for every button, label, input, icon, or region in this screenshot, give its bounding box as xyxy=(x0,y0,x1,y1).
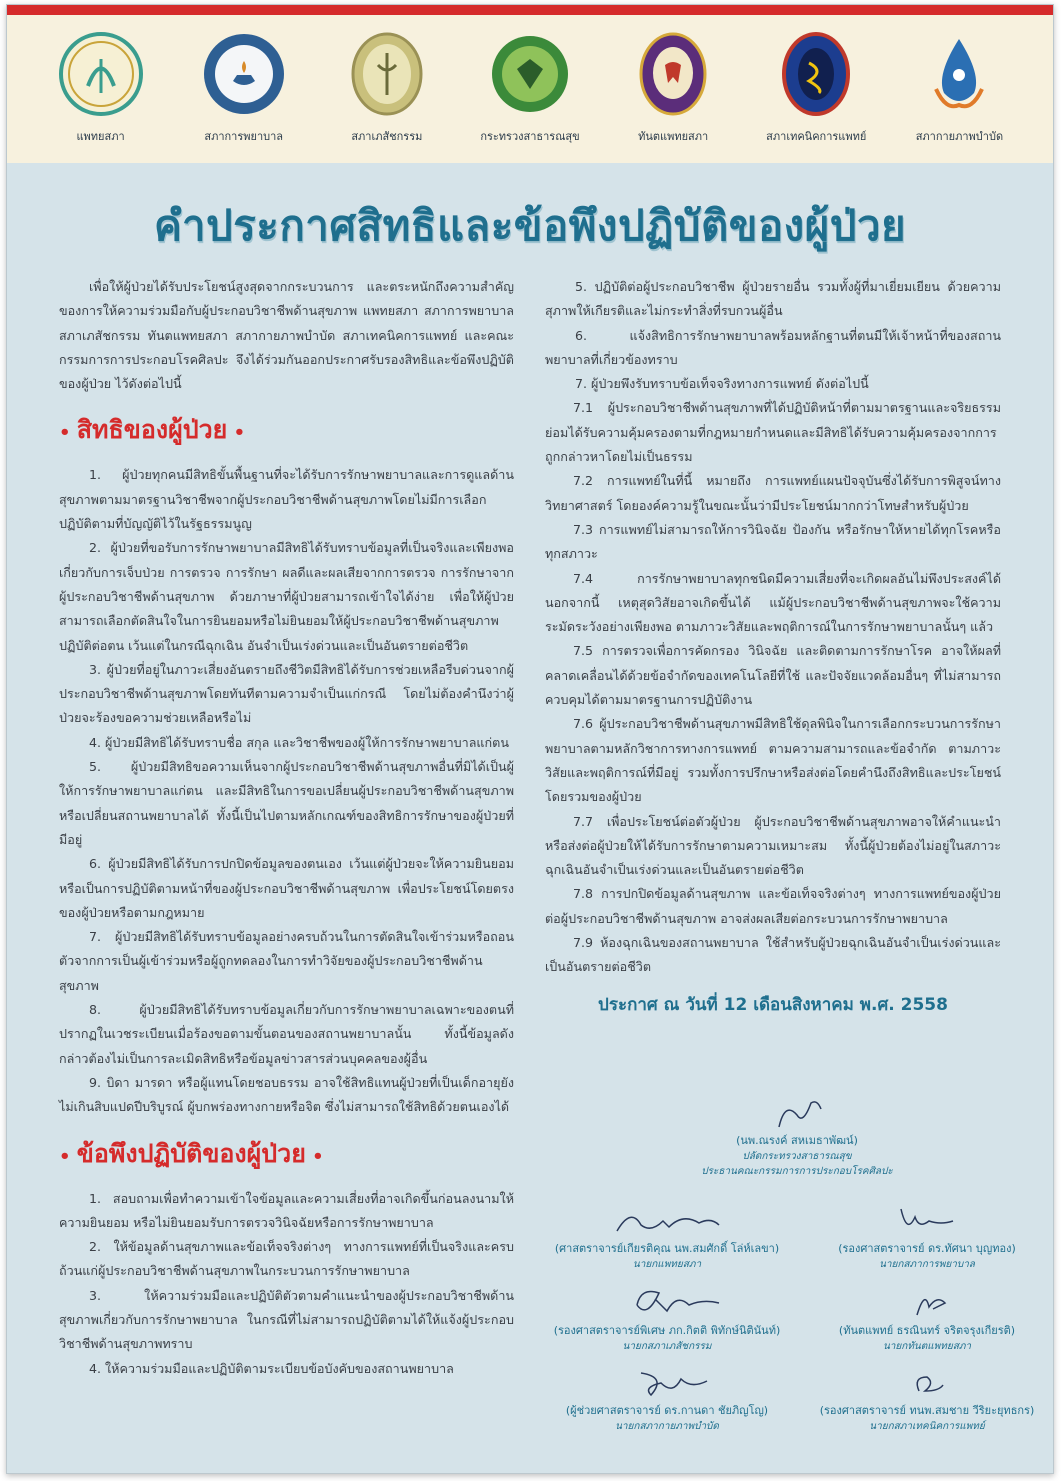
handwritten-signature-icon xyxy=(867,1203,987,1241)
medical-council-logo-icon xyxy=(58,31,144,117)
signatory-name: (ทันตแพทย์ ธรณินทร์ จริตจรุงเกียรติ) xyxy=(838,1324,1016,1337)
logo-physical-therapy-council xyxy=(894,15,1024,145)
duty-item: 7. ผู้ป่วยพึงรับทราบข้อเท็จจริงทางการแพทย์ ดังต่อไปนี้ xyxy=(575,376,869,392)
handwritten-signature-icon xyxy=(867,1365,987,1403)
handwritten-signature-icon xyxy=(737,1095,857,1133)
fact-item: 7.9 ห้องฉุกเฉินของสถานพยาบาล ใช้สำหรับผู้ป่วยฉุกเฉินอันจำเป็นเร่งด่วนและเป็นอันตรายต่อชีวิต xyxy=(545,935,1001,975)
duty-item: 1. สอบถามเพื่อทำความเข้าใจข้อมูลและความเสี่ยงที่อาจเกิดขึ้นก่อนลงนามให้ความยินยอม หรือไม่ยินยอมรับการตรวจวินิจฉัยหรือการรักษาพยาบาล xyxy=(59,1190,514,1230)
signatory-role: นายกทันตแพทยสภา xyxy=(882,1341,972,1352)
signatory-name: (รองศาสตราจารย์พิเศษ ภก.กิตติ พิทักษ์นิตินันท์) xyxy=(553,1324,781,1337)
handwritten-signature-icon xyxy=(607,1365,727,1403)
signatory-name: (รองศาสตราจารย์ ทนพ.สมชาย วีริยะยุทธกร) xyxy=(819,1404,1035,1417)
logo-label: สภาเทคนิคการแพทย์ xyxy=(766,130,867,143)
signature-block xyxy=(797,1203,1054,1272)
poster xyxy=(6,4,1054,1474)
logo-label: กระทรวงสาธารณสุข xyxy=(480,130,580,143)
handwritten-signature-icon xyxy=(607,1285,727,1323)
handwritten-signature-icon xyxy=(867,1285,987,1323)
signatory-role: ประธานคณะกรรมการการประกอบโรคศิลปะ xyxy=(701,1166,893,1177)
duty-item: 3. ให้ความร่วมมือและปฏิบัติตัวตามคำแนะนำของผู้ประกอบวิชาชีพด้านสุขภาพเกี่ยวกับการรักษาพยาบาล ในกรณีที่ไม่สามารถปฏิบัติตามได้ให้แจ้งผู้ประกอบวิชาชีพด้านสุขภาพทราบ xyxy=(59,1287,514,1352)
logo-dental-council xyxy=(608,15,738,145)
fact-item: 7.6 ผู้ประกอบวิชาชีพด้านสุขภาพมีสิทธิใช้ดุลพินิจในการเลือกกระบวนการรักษาพยาบาลตามหลักวิชาการทางการแพทย์ ตามความสามารถและข้อจำกัด ตามภาวะวิสัยและพฤติการณ์ที่มีอยู่ รวมทั้งการปรึกษาหรือส่งต่อโดยคำนึงถึงสิทธิและประโยชน์โดยรวมของผู้ป่วย xyxy=(545,716,1001,805)
signature-block-chair xyxy=(667,1095,927,1179)
right-item: 2. ผู้ป่วยที่ขอรับการรักษาพยาบาลมีสิทธิได้รับทราบข้อมูลที่เป็นจริงและเพียงพอเกี่ยวกับการเจ็บป่วย การตรวจ การรักษา ผลดีและผลเสียจากการตรวจ การรักษาจากผู้ประกอบวิชาชีพด้านสุขภาพ ด้วยภาษาที่ผู้ป่วยสามารถเข้าใจได้ง่าย เพื่อให้ผู้ป่วยสามารถเลือกตัดสินใจในการยินยอมหรือไม่ยินยอมให้ผู้ประกอบวิชาชีพด้านสุขภาพปฏิบัติต่อตน เว้นแต่ในกรณีฉุกเฉิน อันจำเป็นเร่งด่วนและเป็นอันตรายต่อชีวิต xyxy=(59,540,514,653)
nursing-council-logo-icon xyxy=(201,31,287,117)
fact-item: 7.3 การแพทย์ไม่สามารถให้การวินิจฉัย ป้องกัน หรือรักษาให้หายได้ทุกโรคหรือทุกสภาวะ xyxy=(545,521,1001,562)
signature-block xyxy=(797,1285,1054,1354)
signatory-role: นายกสภากายภาพบำบัด xyxy=(615,1421,719,1432)
signatory-role: นายกสภาการพยาบาล xyxy=(879,1259,975,1270)
logo-pharmacy-council xyxy=(322,15,452,145)
signatory-name: (นพ.ณรงค์ สหเมธาพัฒน์) xyxy=(736,1134,858,1147)
signature-block xyxy=(537,1365,797,1434)
logo-nursing-council xyxy=(179,15,309,145)
rights-heading-text: สิทธิของผู้ป่วย xyxy=(76,415,228,445)
right-item: 4. ผู้ป่วยมีสิทธิได้รับทราบชื่อ สกุล และวิชาชีพของผู้ให้การรักษาพยาบาลแก่ตน xyxy=(89,734,509,750)
duties-heading-text: ข้อพึงปฏิบัติของผู้ป่วย xyxy=(76,1138,306,1168)
right-item: 6. ผู้ป่วยมีสิทธิได้รับการปกปิดข้อมูลของตนเอง เว้นแต่ผู้ป่วยจะให้ความยินยอมหรือเป็นการปฏิบัติตามหน้าที่ของผู้ประกอบวิชาชีพด้านสุขภาพ เพื่อประโยชน์โดยตรงของผู้ป่วยหรือตามกฎหมาย xyxy=(59,856,514,920)
logo-label: ทันตแพทยสภา xyxy=(638,130,709,143)
fact-item: 7.5 การตรวจเพื่อการคัดกรอง วินิจฉัย และติดตามการรักษาโรค อาจให้ผลที่คลาดเคลื่อนได้ด้วยข้อจำกัดของเทคโนโลยีที่ใช้ และปัจจัยแวดล้อมอื่นๆ ที่ไม่สามารถควบคุมได้ตามมาตรฐานการปฏิบัติงาน xyxy=(545,643,1001,708)
ministry-of-health-logo-icon xyxy=(487,31,573,117)
signatory-name: (ศาสตราจารย์เกียรติคุณ นพ.สมศักดิ์ โล่ห์เลขา) xyxy=(554,1242,780,1255)
right-item: 9. บิดา มารดา หรือผู้แทนโดยชอบธรรม อาจใช้สิทธิแทนผู้ป่วยที่เป็นเด็กอายุยังไม่เกินสิบแปดปีบริบูรณ์ ผู้บกพร่องทางกายหรือจิต ซึ่งไม่สามารถใช้สิทธิด้วยตนเองได้ xyxy=(59,1074,514,1115)
handwritten-signature-icon xyxy=(607,1203,727,1241)
right-item: 5. ผู้ป่วยมีสิทธิขอความเห็นจากผู้ประกอบวิชาชีพด้านสุขภาพอื่นที่มิได้เป็นผู้ให้การรักษาพยาบาลแก่ตน และมีสิทธิในการขอเปลี่ยนผู้ประกอบวิชาชีพด้านสุขภาพหรือเปลี่ยนสถานพยาบาลได้ ทั้งนี้เป็นไปตามหลักเกณฑ์ของสิทธิการรักษาของผู้ป่วยที่มีอยู่ xyxy=(59,759,514,847)
signature-block xyxy=(797,1365,1054,1434)
logo-label: สภาเภสัชกรรม xyxy=(351,130,423,143)
signatory-role: นายกแพทยสภา xyxy=(632,1259,702,1270)
right-column xyxy=(545,275,1001,1018)
logo-ministry-of-health xyxy=(465,15,595,145)
signature-block xyxy=(537,1285,797,1354)
signatory-name: (รองศาสตราจารย์ ดร.ทัศนา บุญทอง) xyxy=(838,1242,1016,1255)
intro-paragraph: เพื่อให้ผู้ป่วยได้รับประโยชน์สูงสุดจากกระบวนการ และตระหนักถึงความสำคัญของการให้ความร่วมมือกับผู้ประกอบวิชาชีพด้านสุขภาพ แพทยสภา สภาการพยาบาล สภาเภสัชกรรม ทันตแพทยสภา สภากายภาพบำบัด สภาเทคนิคการแพทย์ และคณะกรรมการการประกอบโรคศิลปะ จึงได้ร่วมกันออกประกาศรับรองสิทธิและข้อพึงปฏิบัติของผู้ป่วย ไว้ดังต่อไปนี้ xyxy=(59,279,514,392)
logo-band xyxy=(7,15,1053,163)
right-item: 3. ผู้ป่วยที่อยู่ในภาวะเสี่ยงอันตรายถึงชีวิตมีสิทธิได้รับการช่วยเหลือรีบด่วนจากผู้ประกอบวิชาชีพด้านสุขภาพโดยทันทีตามความจำเป็นแก่กรณี โดยไม่ต้องคำนึงว่าผู้ป่วยจะร้องขอความช่วยเหลือหรือไม่ xyxy=(59,661,514,726)
duty-item: 6. แจ้งสิทธิการรักษาพยาบาลพร้อมหลักฐานที่ตนมีให้เจ้าหน้าที่ของสถานพยาบาลที่เกี่ยวข้องทราบ xyxy=(545,327,1001,367)
left-column xyxy=(59,275,514,1381)
signatory-name: (ผู้ช่วยศาสตราจารย์ ดร.กานดา ชัยภิญโญ) xyxy=(565,1404,769,1417)
fact-item: 7.8 การปกปิดข้อมูลด้านสุขภาพ และข้อเท็จจริงต่างๆ ทางการแพทย์ของผู้ป่วยต่อผู้ประกอบวิชาชีพด้านสุขภาพ อาจส่งผลเสียต่อกระบวนการรักษาพยาบาล xyxy=(545,886,1001,926)
fact-item: 7.1 ผู้ประกอบวิชาชีพด้านสุขภาพที่ได้ปฏิบัติหน้าที่ตามมาตรฐานและจริยธรรม ย่อมได้รับความคุ้มครองตามที่กฎหมายกำหนดและมีสิทธิได้รับความคุ้มครองจากการถูกกล่าวหาโดยไม่เป็นธรรม xyxy=(545,400,1001,465)
logo-medical-technology-council xyxy=(751,15,881,145)
duty-item: 5. ปฏิบัติต่อผู้ประกอบวิชาชีพ ผู้ป่วยรายอื่น รวมทั้งผู้ที่มาเยี่ยมเยียน ด้วยความสุภาพให้เกียรติและไม่กระทำสิ่งที่รบกวนผู้อื่น xyxy=(545,279,1001,319)
duty-item: 2. ให้ข้อมูลด้านสุขภาพและข้อเท็จจริงต่างๆ ทางการแพทย์ที่เป็นจริงและครบถ้วนแก่ผู้ประกอบวิชาชีพด้านสุขภาพในกระบวนการรักษาพยาบาล xyxy=(59,1239,514,1279)
signatory-role: ปลัดกระทรวงสาธารณสุข xyxy=(742,1151,852,1162)
rights-heading: • สิทธิของผู้ป่วย • xyxy=(59,415,246,445)
medical-technology-council-logo-icon xyxy=(773,31,859,117)
logo-medical-council xyxy=(36,15,166,145)
right-item: 8. ผู้ป่วยมีสิทธิได้รับทราบข้อมูลเกี่ยวกับการรักษาพยาบาลเฉพาะของตนที่ปรากฏในเวชระเบียนเมื่อร้องขอตามขั้นตอนของสถานพยาบาลนั้น ทั้งนี้ข้อมูลดังกล่าวต้องไม่เป็นการละเมิดสิทธิหรือข้อมูลข่าวสารส่วนบุคคลของผู้อื่น xyxy=(59,1002,514,1066)
logo-label: สภากายภาพบำบัด xyxy=(915,130,1004,143)
fact-item: 7.2 การแพทย์ในที่นี้ หมายถึง การแพทย์แผนปัจจุบันซึ่งได้รับการพิสูจน์ทางวิทยาศาสตร์ โดยองค์ความรู้ในขณะนั้นว่ามีประโยชน์มากกว่าโทษสำหรับผู้ป่วย xyxy=(545,473,1001,513)
logo-label: สภาการพยาบาล xyxy=(204,130,284,143)
pharmacy-council-logo-icon xyxy=(344,31,430,117)
signature-block xyxy=(537,1203,797,1272)
announcement-date: ประกาศ ณ วันที่ 12 เดือนสิงหาคม พ.ศ. 2558 xyxy=(598,994,948,1015)
logo-label: แพทยสภา xyxy=(76,130,125,143)
dental-council-logo-icon xyxy=(630,31,716,117)
duties-heading: • ข้อพึงปฏิบัติของผู้ป่วย • xyxy=(59,1138,324,1168)
top-red-bar xyxy=(7,5,1053,15)
page-title: คำประกาศสิทธิและข้อพึงปฏิบัติของผู้ป่วย xyxy=(153,201,907,250)
fact-item: 7.7 เพื่อประโยชน์ต่อตัวผู้ป่วย ผู้ประกอบวิชาชีพด้านสุขภาพอาจให้คำแนะนำหรือส่งต่อผู้ป่วยให้ได้รับการรักษาตามความเหมาะสม ทั้งนี้ผู้ป่วยต้องไม่อยู่ในสภาวะฉุกเฉินอันจำเป็นเร่งด่วนและเป็นอันตรายต่อชีวิต xyxy=(545,813,1001,878)
duty-item: 4. ให้ความร่วมมือและปฏิบัติตามระเบียบข้อบังคับของสถานพยาบาล xyxy=(89,1360,454,1376)
right-item: 1. ผู้ป่วยทุกคนมีสิทธิขั้นพื้นฐานที่จะได้รับการรักษาพยาบาลและการดูแลด้านสุขภาพตามมาตรฐานวิชาชีพจากผู้ประกอบวิชาชีพด้านสุขภาพโดยไม่มีการเลือกปฏิบัติตามที่บัญญัติไว้ในรัฐธรรมนูญ xyxy=(59,467,514,532)
physical-therapy-council-logo-icon xyxy=(916,31,1002,117)
signatory-role: นายกสภาเทคนิคการแพทย์ xyxy=(869,1421,985,1432)
signatory-role: นายกสภาเภสัชกรรม xyxy=(622,1341,712,1352)
fact-item: 7.4 การรักษาพยาบาลทุกชนิดมีความเสี่ยงที่จะเกิดผลอันไม่พึงประสงค์ได้ นอกจากนี้ เหตุสุดวิสัยอาจเกิดขึ้นได้ แม้ผู้ประกอบวิชาชีพด้านสุขภาพจะใช้ความระมัดระวังอย่างเพียงพอ ตามภาวะวิสัยและพฤติการณ์ในการรักษาพยาบาลนั้นๆ แล้ว xyxy=(545,570,1001,635)
right-item: 7. ผู้ป่วยมีสิทธิได้รับทราบข้อมูลอย่างครบถ้วนในการตัดสินใจเข้าร่วมหรือถอนตัวจากการเป็นผู้เข้าร่วมหรือผู้ถูกทดลองในการทำวิจัยของผู้ประกอบวิชาชีพด้านสุขภาพ xyxy=(59,929,514,993)
